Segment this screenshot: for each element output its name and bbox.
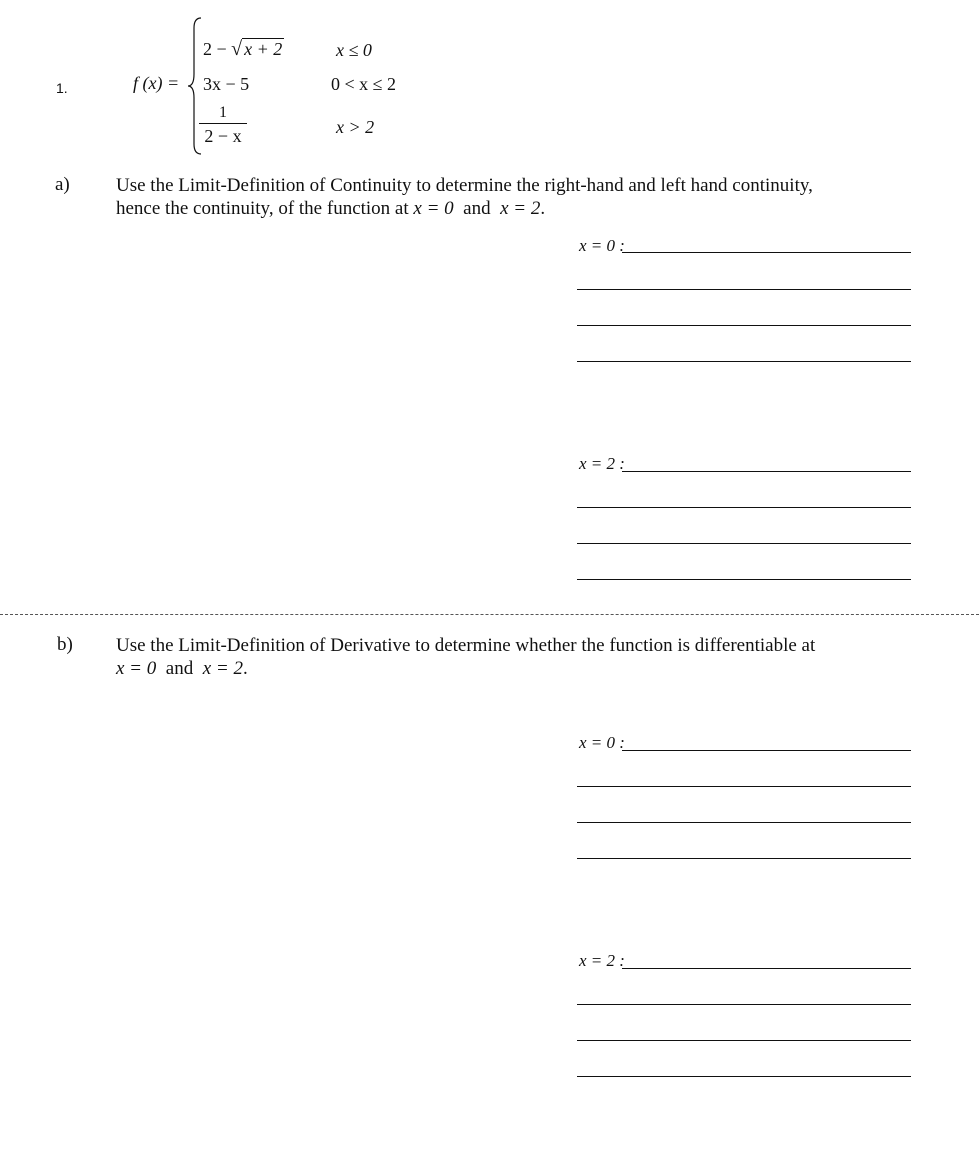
case-3-fraction (199, 104, 247, 146)
fraction-bar (199, 123, 247, 124)
part-b-x2-answer-line-3[interactable] (577, 1040, 911, 1041)
part-a-x0-answer-line-2[interactable] (577, 289, 911, 290)
case-1-expression: 2 − √ x + 2 (203, 38, 283, 60)
part-b-label: b) (57, 634, 73, 655)
section-divider (0, 614, 979, 615)
case-2-condition: 0 < x ≤ 2 (331, 74, 397, 94)
part-a-x0-answer-line-1[interactable] (622, 252, 911, 253)
part-b-x2-answer-line-2[interactable] (577, 1004, 911, 1005)
part-a-x0-answer-line-4[interactable] (577, 361, 911, 362)
part-a-x0-answer-line-3[interactable] (577, 325, 911, 326)
part-b-x2-answer-line-4[interactable] (577, 1076, 911, 1077)
problem-number: 1. (56, 80, 68, 96)
part-a-x2-answer-line-4[interactable] (577, 579, 911, 580)
part-a-answer-label-x2: x = 2 : (579, 454, 625, 473)
case-3-condition: x > 2 (336, 117, 375, 137)
case-2-expression: 3x − 5 (203, 74, 250, 94)
function-lhs: f (x) = (133, 73, 180, 93)
part-b-x0-answer-line-3[interactable] (577, 822, 911, 823)
part-b-line-2: x = 0 and x = 2. (116, 658, 248, 679)
part-b-answer-label-x0: x = 0 : (579, 733, 625, 752)
part-b-line-1: Use the Limit-Definition of Derivative to determine whether the function is differentiable at (116, 635, 816, 656)
part-a-question (116, 174, 906, 220)
part-a-x2-answer-line-2[interactable] (577, 507, 911, 508)
part-b-x2-answer-line-1[interactable] (622, 968, 911, 969)
part-b-x0-answer-line-2[interactable] (577, 786, 911, 787)
sqrt-expression: √ x + 2 (231, 38, 283, 60)
part-a-x2-answer-line-1[interactable] (622, 471, 911, 472)
part-b-answer-label-x2: x = 2 : (579, 951, 625, 970)
fraction-numerator: 1 (219, 104, 227, 121)
fraction-denominator: 2 − x (204, 126, 242, 146)
part-a-x2-answer-line-3[interactable] (577, 543, 911, 544)
part-a-line-2: hence the continuity, of the function at x = 0 and x = 2. (116, 198, 546, 219)
part-b-question (116, 634, 906, 680)
case-1-condition: x ≤ 0 (336, 40, 372, 60)
part-b-x0-answer-line-4[interactable] (577, 858, 911, 859)
part-b-x0-answer-line-1[interactable] (622, 750, 911, 751)
part-a-line-1: Use the Limit-Definition of Continuity to determine the right-hand and left hand continuity, (116, 175, 813, 196)
part-a-label: a) (55, 174, 70, 195)
part-a-answer-label-x0: x = 0 : (579, 236, 625, 255)
